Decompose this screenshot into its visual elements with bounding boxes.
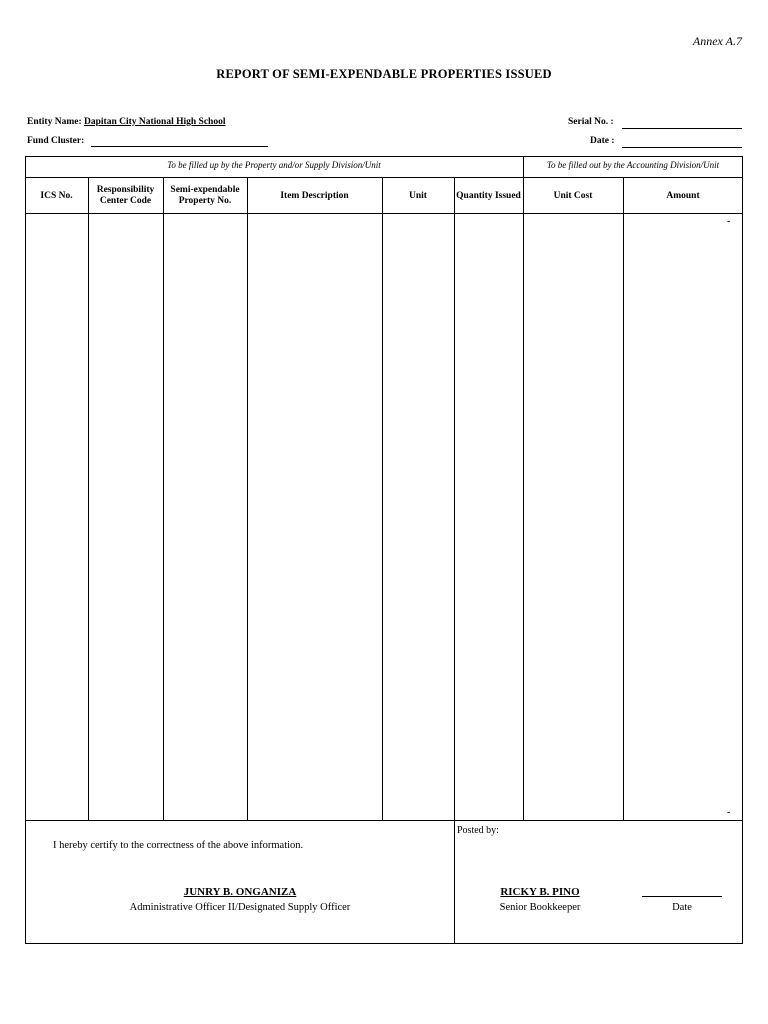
entity-name-value: Dapitan City National High School	[84, 117, 226, 127]
col-divider-1	[88, 177, 89, 820]
entity-name-row	[27, 117, 225, 127]
bookkeeper-name: RICKY B. PINO	[500, 886, 580, 898]
header-divider	[25, 213, 743, 214]
report-table	[25, 156, 743, 944]
caption-divider	[25, 177, 743, 178]
posted-by-label: Posted by:	[457, 825, 499, 836]
col-header-responsibility-center: Responsibility Center Code	[96, 185, 155, 206]
col-header-item-description: Item Description	[280, 190, 349, 201]
fund-cluster-label: Fund Cluster:	[27, 136, 85, 146]
caption-property-division: To be filled up by the Property and/or Supply Division/Unit	[167, 160, 381, 170]
col-header-unit-cost: Unit Cost	[553, 190, 593, 201]
col-divider-2	[163, 177, 164, 820]
annex-label: Annex A.7	[692, 34, 742, 48]
col-divider-3	[247, 177, 248, 820]
report-title: REPORT OF SEMI-EXPENDABLE PROPERTIES ISSUED	[216, 67, 552, 81]
col-divider-5	[454, 177, 455, 944]
certification-text: I hereby certify to the correctness of the above information.	[53, 840, 304, 851]
date-signature-caption: Date	[672, 902, 692, 913]
col-header-ics-no: ICS No.	[40, 190, 73, 201]
col-divider-6	[523, 177, 524, 820]
serial-no-field[interactable]	[622, 128, 742, 129]
date-label: Date :	[590, 136, 615, 146]
date-field[interactable]	[622, 147, 742, 148]
fund-cluster-field[interactable]	[91, 146, 268, 147]
amount-last-value: -	[727, 807, 731, 818]
col-header-quantity-issued: Quantity Issued	[456, 190, 521, 201]
amount-first-value: -	[727, 216, 731, 227]
caption-accounting-division: To be filled out by the Accounting Division/Unit	[546, 160, 720, 170]
serial-no-label: Serial No. :	[568, 117, 614, 127]
col-divider-7	[623, 177, 624, 820]
entity-name-label: Entity Name:	[27, 117, 82, 127]
col-header-unit: Unit	[409, 190, 427, 201]
bookkeeper-title: Senior Bookkeeper	[499, 902, 581, 913]
col-header-amount: Amount	[666, 190, 700, 201]
footer-divider	[25, 820, 743, 821]
col-header-property-no: Semi-expendable Property No.	[170, 185, 240, 206]
col-divider-4	[382, 177, 383, 820]
date-signature-line[interactable]	[642, 896, 722, 897]
supply-officer-title: Administrative Officer II/Designated Supply Officer	[129, 902, 351, 913]
supply-officer-name: JUNRY B. ONGANIZA	[183, 886, 297, 898]
